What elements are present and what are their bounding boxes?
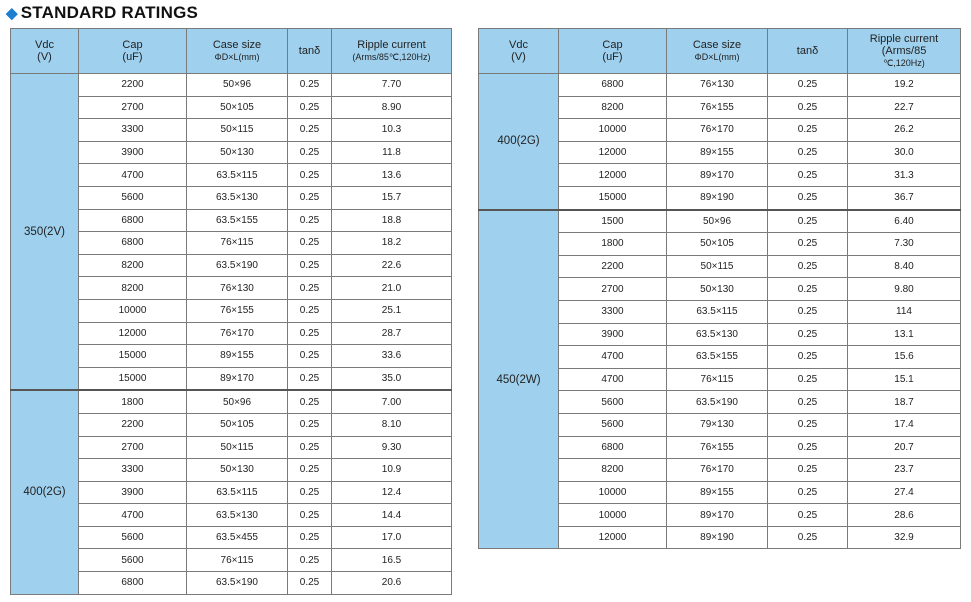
case-size-cell: 63.5×115 — [667, 300, 768, 323]
ripple-cell: 32.9 — [848, 526, 961, 549]
cap-cell: 6800 — [79, 572, 187, 595]
ripple-cell: 35.0 — [332, 367, 452, 390]
case-size-cell: 63.5×190 — [667, 391, 768, 414]
case-size-cell: 76×130 — [187, 277, 288, 300]
cap-cell: 15000 — [79, 367, 187, 390]
tan-delta-cell: 0.25 — [768, 436, 848, 459]
ripple-cell: 16.5 — [332, 549, 452, 572]
cap-cell: 2200 — [79, 74, 187, 97]
ripple-cell: 17.4 — [848, 413, 961, 436]
case-size-cell: 89×190 — [667, 186, 768, 209]
tan-delta-cell: 0.25 — [768, 186, 848, 209]
ripple-cell: 8.90 — [332, 96, 452, 119]
case-size-cell: 89×155 — [667, 481, 768, 504]
vdc-group-cell: 350(2V) — [11, 74, 79, 391]
ripple-cell: 7.70 — [332, 74, 452, 97]
ripple-cell: 21.0 — [332, 277, 452, 300]
case-size-cell: 79×130 — [667, 413, 768, 436]
case-size-cell: 89×170 — [667, 504, 768, 527]
ripple-cell: 17.0 — [332, 526, 452, 549]
tan-delta-cell: 0.25 — [288, 367, 332, 390]
case-size-cell: 50×105 — [667, 233, 768, 256]
cap-cell: 8200 — [559, 96, 667, 119]
tan-delta-cell: 0.25 — [768, 323, 848, 346]
cap-cell: 4700 — [559, 368, 667, 391]
cap-cell: 3900 — [559, 323, 667, 346]
ripple-cell: 28.7 — [332, 322, 452, 345]
ripple-cell: 12.4 — [332, 481, 452, 504]
tan-delta-cell: 0.25 — [288, 96, 332, 119]
cap-cell: 8200 — [79, 254, 187, 277]
ripple-cell: 25.1 — [332, 299, 452, 322]
case-size-cell: 89×190 — [667, 526, 768, 549]
case-size-cell: 63.5×190 — [187, 572, 288, 595]
header-case-size: Case size ΦD×L(mm) — [667, 29, 768, 74]
tan-delta-cell: 0.25 — [768, 164, 848, 187]
tan-delta-cell: 0.25 — [288, 459, 332, 482]
ripple-cell: 15.6 — [848, 346, 961, 369]
cap-cell: 8200 — [79, 277, 187, 300]
case-size-cell: 76×170 — [667, 119, 768, 142]
case-size-cell: 76×115 — [187, 232, 288, 255]
ripple-cell: 18.7 — [848, 391, 961, 414]
tan-delta-cell: 0.25 — [288, 164, 332, 187]
cap-cell: 4700 — [79, 164, 187, 187]
ripple-cell: 23.7 — [848, 459, 961, 482]
tan-delta-cell: 0.25 — [288, 390, 332, 413]
tan-delta-cell: 0.25 — [288, 572, 332, 595]
ripple-cell: 36.7 — [848, 186, 961, 209]
cap-cell: 5600 — [79, 526, 187, 549]
cap-cell: 3300 — [79, 119, 187, 142]
tan-delta-cell: 0.25 — [288, 526, 332, 549]
ripple-cell: 10.9 — [332, 459, 452, 482]
ripple-cell: 20.7 — [848, 436, 961, 459]
header-ripple-current: Ripple current (Arms/85 ℃,120Hz) — [848, 29, 961, 74]
ratings-table-left — [10, 28, 452, 595]
ripple-cell: 11.8 — [332, 141, 452, 164]
tan-delta-cell: 0.25 — [768, 413, 848, 436]
ripple-cell: 18.2 — [332, 232, 452, 255]
ripple-cell: 20.6 — [332, 572, 452, 595]
diamond-icon: ◆ — [6, 5, 18, 22]
header-tan-delta: tanδ — [768, 29, 848, 74]
tan-delta-cell: 0.25 — [288, 299, 332, 322]
tan-delta-cell: 0.25 — [288, 322, 332, 345]
table-row — [11, 390, 452, 413]
table-row — [11, 74, 452, 97]
case-size-cell: 76×155 — [667, 96, 768, 119]
case-size-cell: 50×115 — [187, 119, 288, 142]
cap-cell: 2200 — [79, 413, 187, 436]
ripple-cell: 30.0 — [848, 141, 961, 164]
tan-delta-cell: 0.25 — [288, 436, 332, 459]
ripple-cell: 22.6 — [332, 254, 452, 277]
table-header-row — [479, 29, 961, 74]
ripple-cell: 19.2 — [848, 74, 961, 97]
table-row — [479, 210, 961, 233]
case-size-cell: 76×170 — [187, 322, 288, 345]
cap-cell: 2700 — [79, 436, 187, 459]
header-cap: Cap (uF) — [79, 29, 187, 74]
cap-cell: 1500 — [559, 210, 667, 233]
tan-delta-cell: 0.25 — [288, 549, 332, 572]
cap-cell: 4700 — [559, 346, 667, 369]
tan-delta-cell: 0.25 — [768, 391, 848, 414]
cap-cell: 3300 — [559, 300, 667, 323]
header-case-size: Case size ΦD×L(mm) — [187, 29, 288, 74]
case-size-cell: 63.5×155 — [667, 346, 768, 369]
ripple-cell: 31.3 — [848, 164, 961, 187]
tan-delta-cell: 0.25 — [768, 346, 848, 369]
tan-delta-cell: 0.25 — [768, 278, 848, 301]
ripple-cell: 7.00 — [332, 390, 452, 413]
cap-cell: 12000 — [559, 141, 667, 164]
ripple-cell: 33.6 — [332, 345, 452, 368]
ripple-cell: 26.2 — [848, 119, 961, 142]
case-size-cell: 50×130 — [187, 459, 288, 482]
case-size-cell: 89×170 — [187, 367, 288, 390]
cap-cell: 2700 — [559, 278, 667, 301]
cap-cell: 15000 — [79, 345, 187, 368]
tan-delta-cell: 0.25 — [768, 96, 848, 119]
ripple-cell: 10.3 — [332, 119, 452, 142]
tan-delta-cell: 0.25 — [288, 504, 332, 527]
cap-cell: 3300 — [79, 459, 187, 482]
cap-cell: 12000 — [559, 526, 667, 549]
tan-delta-cell: 0.25 — [768, 481, 848, 504]
ripple-cell: 15.7 — [332, 186, 452, 209]
cap-cell: 3900 — [79, 481, 187, 504]
table-header-row — [11, 29, 452, 74]
case-size-cell: 76×130 — [667, 74, 768, 97]
tan-delta-cell: 0.25 — [768, 233, 848, 256]
cap-cell: 12000 — [79, 322, 187, 345]
cap-cell: 10000 — [559, 504, 667, 527]
case-size-cell: 50×105 — [187, 96, 288, 119]
cap-cell: 10000 — [79, 299, 187, 322]
ripple-cell: 27.4 — [848, 481, 961, 504]
ripple-cell: 9.80 — [848, 278, 961, 301]
case-size-cell: 63.5×190 — [187, 254, 288, 277]
header-cap: Cap (uF) — [559, 29, 667, 74]
vdc-group-cell: 400(2G) — [11, 390, 79, 594]
case-size-cell: 76×155 — [667, 436, 768, 459]
case-size-cell: 63.5×115 — [187, 164, 288, 187]
header-vdc: Vdc (V) — [479, 29, 559, 74]
case-size-cell: 76×155 — [187, 299, 288, 322]
case-size-cell: 89×155 — [667, 141, 768, 164]
cap-cell: 15000 — [559, 186, 667, 209]
tan-delta-cell: 0.25 — [768, 526, 848, 549]
cap-cell: 3900 — [79, 141, 187, 164]
case-size-cell: 63.5×130 — [187, 186, 288, 209]
tan-delta-cell: 0.25 — [768, 141, 848, 164]
tan-delta-cell: 0.25 — [288, 254, 332, 277]
ripple-cell: 8.40 — [848, 255, 961, 278]
case-size-cell: 50×130 — [667, 278, 768, 301]
vdc-group-cell: 450(2W) — [479, 210, 559, 549]
cap-cell: 6800 — [559, 74, 667, 97]
tan-delta-cell: 0.25 — [768, 210, 848, 233]
case-size-cell: 63.5×130 — [667, 323, 768, 346]
cap-cell: 1800 — [559, 233, 667, 256]
cap-cell: 4700 — [79, 504, 187, 527]
cap-cell: 5600 — [79, 186, 187, 209]
ripple-cell: 7.30 — [848, 233, 961, 256]
tan-delta-cell: 0.25 — [288, 232, 332, 255]
case-size-cell: 76×115 — [187, 549, 288, 572]
cap-cell: 8200 — [559, 459, 667, 482]
table-row — [479, 74, 961, 97]
cap-cell: 6800 — [79, 232, 187, 255]
cap-cell: 12000 — [559, 164, 667, 187]
cap-cell: 2700 — [79, 96, 187, 119]
case-size-cell: 50×96 — [187, 74, 288, 97]
case-size-cell: 50×115 — [187, 436, 288, 459]
case-size-cell: 63.5×115 — [187, 481, 288, 504]
case-size-cell: 89×155 — [187, 345, 288, 368]
tan-delta-cell: 0.25 — [768, 368, 848, 391]
case-size-cell: 50×96 — [667, 210, 768, 233]
tan-delta-cell: 0.25 — [768, 300, 848, 323]
ratings-table-right — [478, 28, 961, 549]
tan-delta-cell: 0.25 — [768, 504, 848, 527]
page-title — [6, 2, 198, 24]
ripple-cell: 13.6 — [332, 164, 452, 187]
tan-delta-cell: 0.25 — [768, 255, 848, 278]
tan-delta-cell: 0.25 — [288, 481, 332, 504]
header-vdc: Vdc (V) — [11, 29, 79, 74]
cap-cell: 2200 — [559, 255, 667, 278]
ripple-cell: 28.6 — [848, 504, 961, 527]
case-size-cell: 50×96 — [187, 390, 288, 413]
case-size-cell: 63.5×130 — [187, 504, 288, 527]
cap-cell: 5600 — [559, 391, 667, 414]
ripple-cell: 9.30 — [332, 436, 452, 459]
tan-delta-cell: 0.25 — [288, 345, 332, 368]
cap-cell: 1800 — [79, 390, 187, 413]
case-size-cell: 76×115 — [667, 368, 768, 391]
case-size-cell: 76×170 — [667, 459, 768, 482]
cap-cell: 6800 — [559, 436, 667, 459]
header-tan-delta: tanδ — [288, 29, 332, 74]
tan-delta-cell: 0.25 — [288, 141, 332, 164]
cap-cell: 6800 — [79, 209, 187, 232]
tan-delta-cell: 0.25 — [288, 277, 332, 300]
header-ripple-current: Ripple current (Arms/85℃,120Hz) — [332, 29, 452, 74]
tan-delta-cell: 0.25 — [288, 209, 332, 232]
ripple-cell: 114 — [848, 300, 961, 323]
tan-delta-cell: 0.25 — [768, 459, 848, 482]
ripple-cell: 18.8 — [332, 209, 452, 232]
cap-cell: 10000 — [559, 119, 667, 142]
page-title-text: STANDARD RATINGS — [20, 3, 199, 22]
tan-delta-cell: 0.25 — [288, 74, 332, 97]
ripple-cell: 22.7 — [848, 96, 961, 119]
cap-cell: 5600 — [559, 413, 667, 436]
tan-delta-cell: 0.25 — [768, 74, 848, 97]
ripple-cell: 15.1 — [848, 368, 961, 391]
cap-cell: 10000 — [559, 481, 667, 504]
ripple-cell: 8.10 — [332, 413, 452, 436]
case-size-cell: 50×115 — [667, 255, 768, 278]
tan-delta-cell: 0.25 — [288, 186, 332, 209]
ripple-cell: 6.40 — [848, 210, 961, 233]
case-size-cell: 89×170 — [667, 164, 768, 187]
case-size-cell: 50×130 — [187, 141, 288, 164]
vdc-group-cell: 400(2G) — [479, 74, 559, 210]
case-size-cell: 63.5×155 — [187, 209, 288, 232]
ripple-cell: 14.4 — [332, 504, 452, 527]
case-size-cell: 50×105 — [187, 413, 288, 436]
tan-delta-cell: 0.25 — [768, 119, 848, 142]
ripple-cell: 13.1 — [848, 323, 961, 346]
tan-delta-cell: 0.25 — [288, 413, 332, 436]
case-size-cell: 63.5×455 — [187, 526, 288, 549]
tan-delta-cell: 0.25 — [288, 119, 332, 142]
cap-cell: 5600 — [79, 549, 187, 572]
